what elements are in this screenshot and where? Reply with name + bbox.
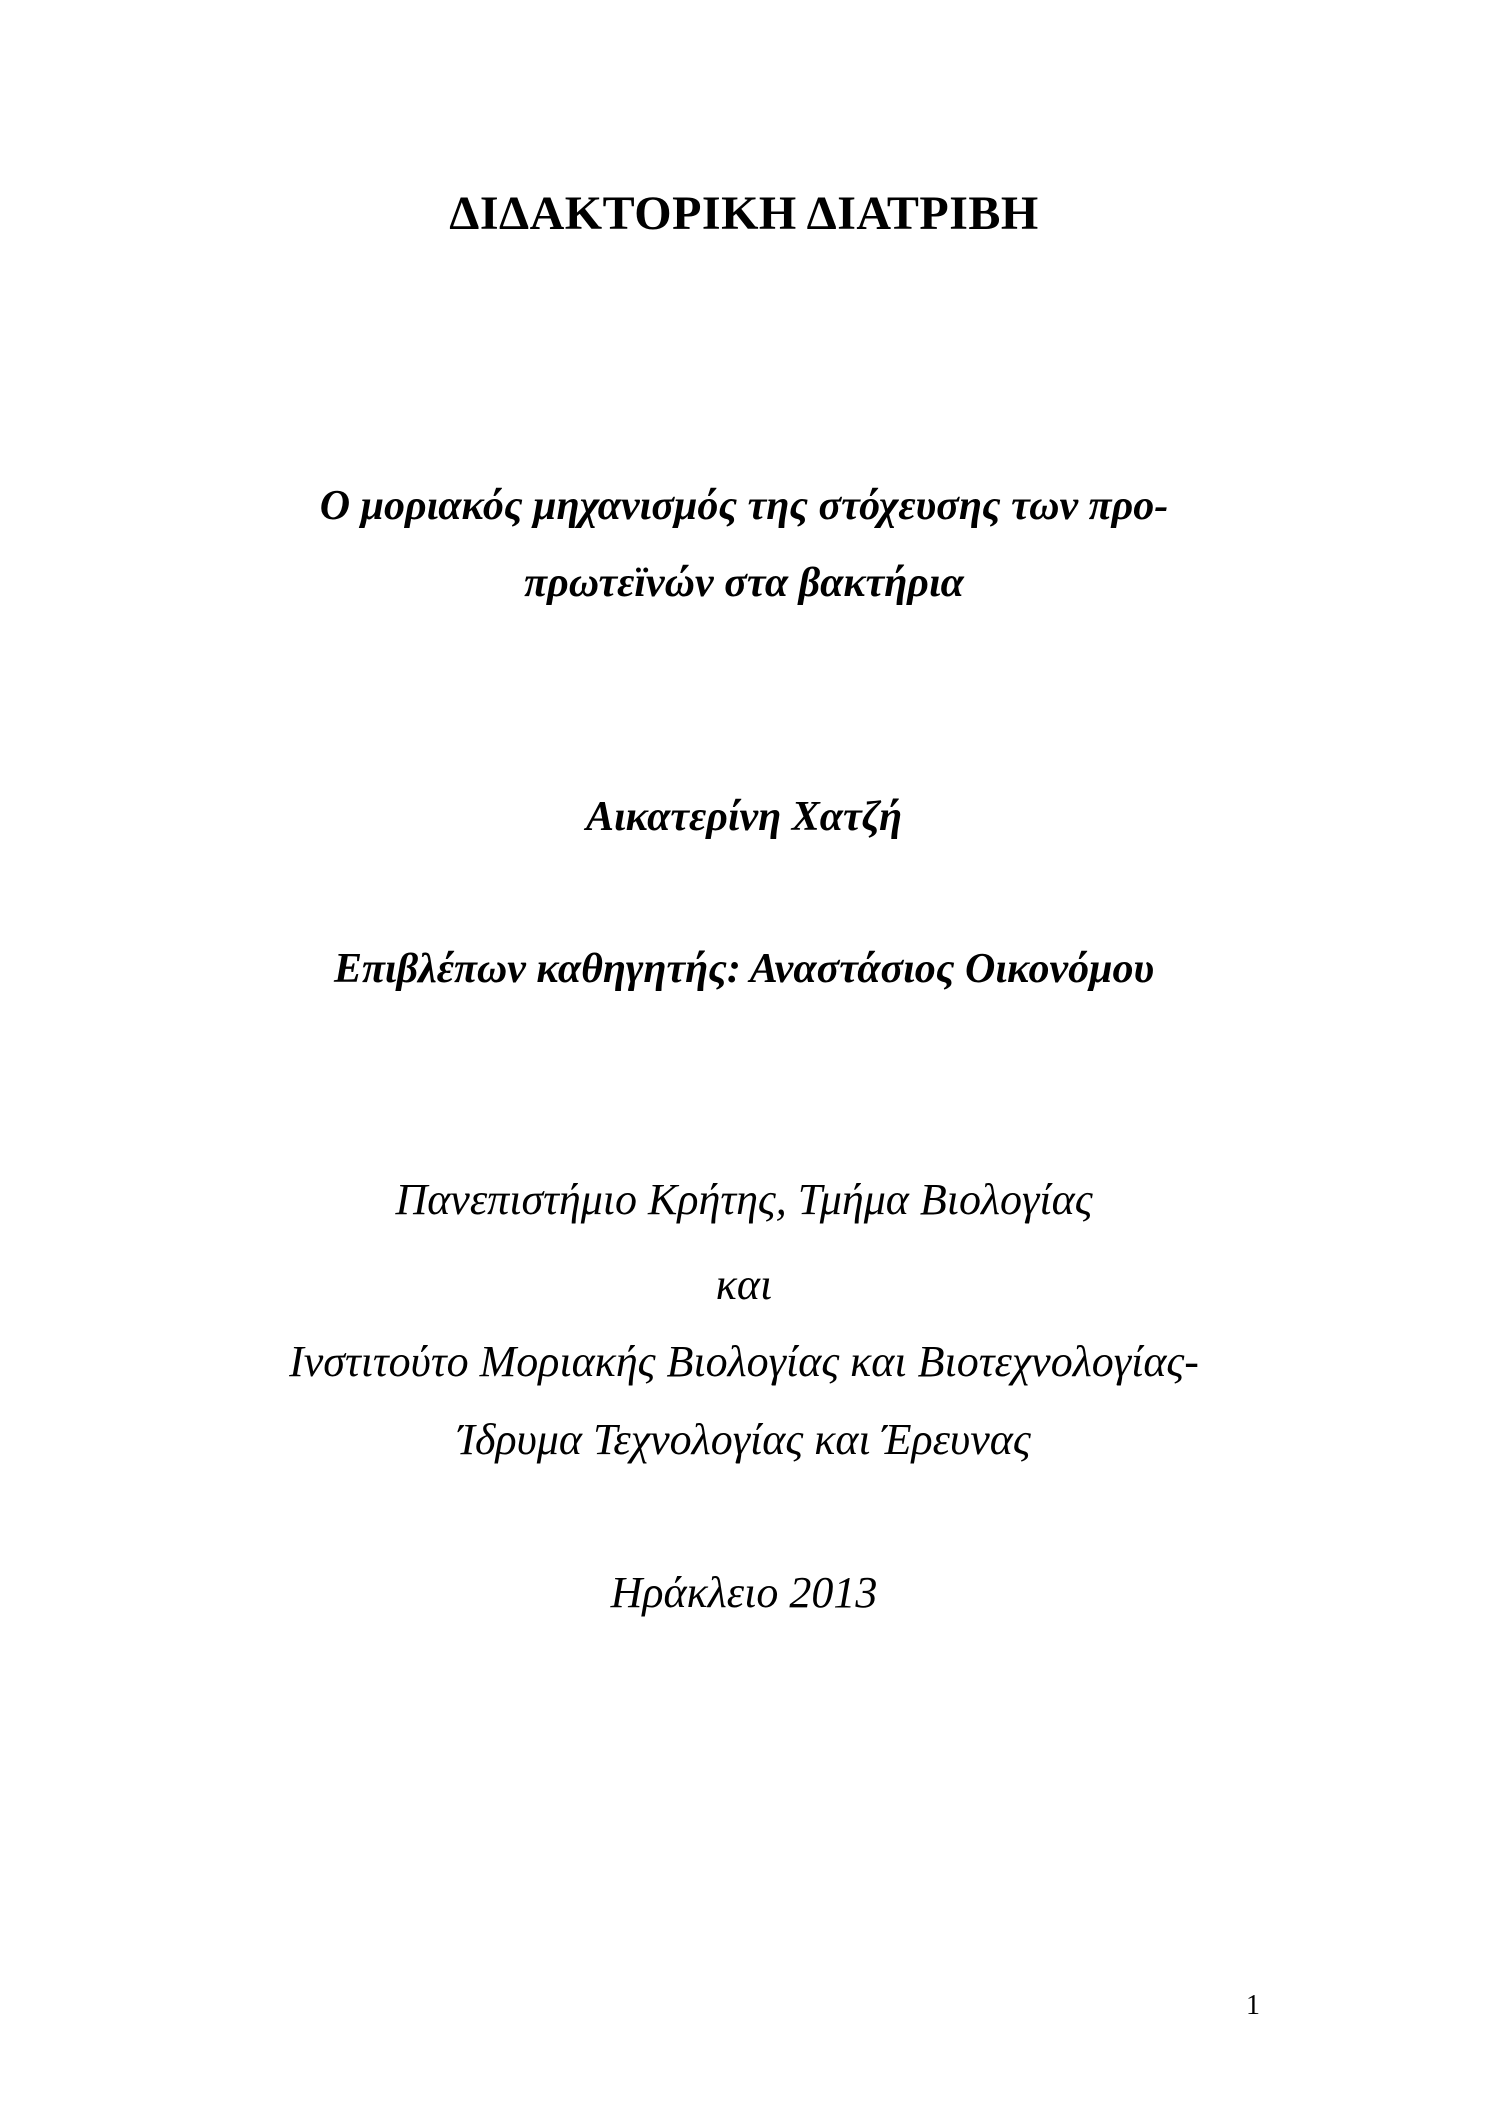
thesis-heading: ΔΙΔΑΚΤΟΡΙΚΗ ΔΙΑΤΡΙΒΗ bbox=[449, 187, 1039, 240]
institution-line-2: και bbox=[715, 1260, 773, 1309]
institution-line-1: Πανεπιστήμιο Κρήτης, Τμήμα Βιολογίας bbox=[395, 1175, 1093, 1224]
thesis-title-line-2: πρωτεϊνών στα βακτήρια bbox=[524, 560, 964, 606]
institution-line-4: Ίδρυμα Τεχνολογίας και Έρευνας bbox=[457, 1415, 1031, 1464]
institution-line-3: Ινστιτούτο Μοριακής Βιολογίας και Βιοτεχνολογίας- bbox=[289, 1337, 1199, 1386]
author-name: Αικατερίνη Χατζή bbox=[585, 794, 903, 840]
thesis-title-line-1: Ο μοριακός μηχανισμός της στόχευσης των προ- bbox=[319, 483, 1169, 529]
supervisor-line: Επιβλέπων καθηγητής: Αναστάσιος Οικονόμου bbox=[333, 946, 1155, 992]
page-number: 1 bbox=[1246, 1990, 1260, 2021]
place-and-year: Ηράκλειο 2013 bbox=[610, 1568, 878, 1617]
